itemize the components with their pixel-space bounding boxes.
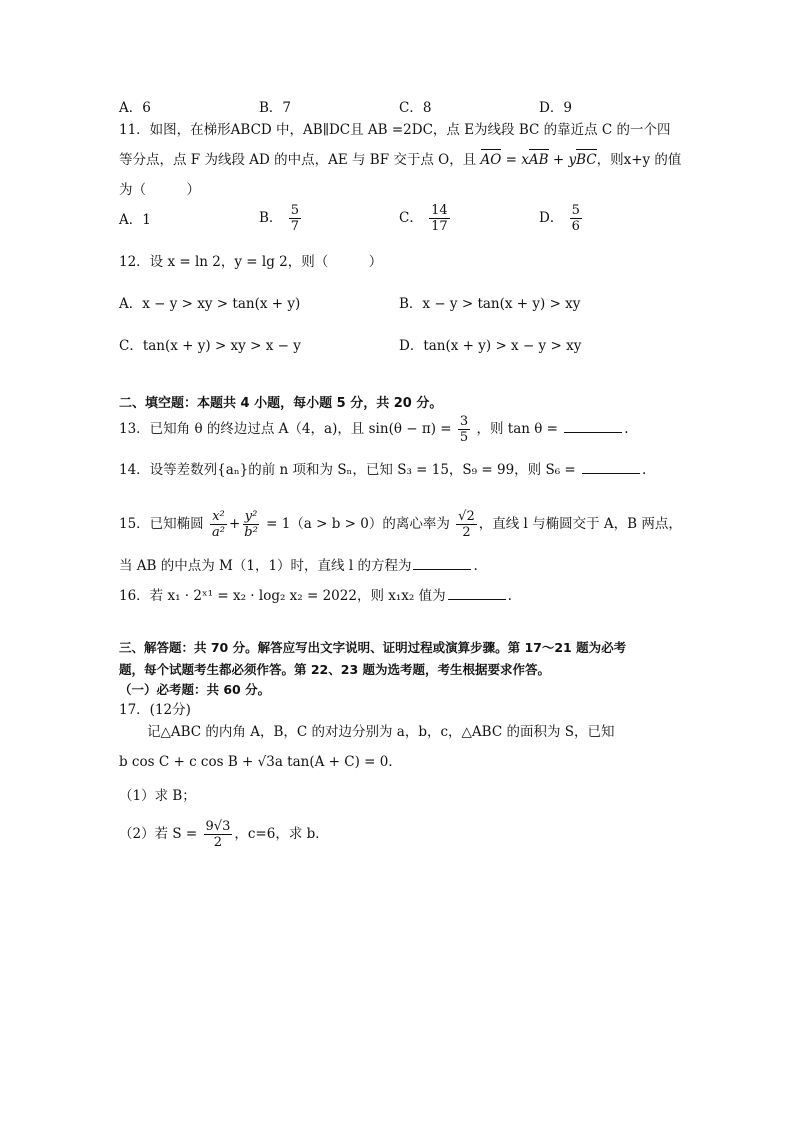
vector-bc: BC [576,152,597,168]
fraction-denominator: 2 [462,525,471,540]
vector-ab: AB [528,152,549,168]
q15-y-fraction [242,509,260,540]
section3-heading-line2: 题，每个试题考生都必须作答。第 22、23 题为选考题，考生根据要求作答。 [119,662,550,677]
q10-option-b: B．7 [259,100,292,116]
q17-stem-line1: 记△ABC 的内角 A，B，C 的对边分别为 a，b，c，△ABC 的面积为 S，已知 [147,724,615,740]
q10-option-d: D．9 [539,100,572,116]
q11-line2-pre: 等分点，点 F 为线段 AD 的中点，AE 与 BF 交于点 O，且 [119,152,481,168]
section2-heading: 二、填空题：本题共 4 小题，每小题 5 分，共 20 分。 [119,396,443,411]
q17-part2-pre: （2）若 S = [119,826,198,842]
fraction-numerator: 9√3 [205,819,231,834]
section3-heading-line1: 三、解答题：共 70 分。解答应写出文字说明、证明过程或演算步骤。第 17～21 题为必考 [119,640,627,655]
q11-option-a: A．1 [119,212,151,228]
q12-option-d: D．tan(x + y) > x − y > xy [399,338,582,354]
q12-option-c: C．tan(x + y) > xy > x − y [119,338,301,354]
q10-option-a: A．6 [119,100,151,116]
q16-text: 16．若 x₁ · 2ˣ¹ = x₂ · log₂ x₂ = 2022，则 x₁x₂ 值为 [119,588,446,604]
q13 [119,412,629,446]
q17-stem-line2: b cos C + c cos B + √3a tan(A + C) = 0． [119,754,402,770]
fraction-numerator: y² [244,509,258,524]
q14-answer-blank[interactable] [582,460,640,474]
q11-option-d-label: D． [539,210,564,226]
q12-stem: 12．设 x = ln 2，y = lg 2，则（ ） [119,254,383,270]
fraction-numerator: 14 [431,203,448,218]
q15-eccentricity-fraction [456,509,477,540]
q11-stem-line1: 11．如图，在梯形ABCD 中，AB∥DC且 AB =2DC，点 E为线段 BC 的靠近点 C 的一个四 [119,122,671,138]
q14 [119,460,646,480]
q13-period: . [624,421,629,437]
fraction-numerator: x² [212,509,225,524]
q11-option-d-fraction [570,203,582,234]
fraction-denominator: 7 [290,219,299,234]
q15-x-fraction [210,509,227,540]
q12-option-a: A．x − y > xy > tan(x + y) [119,296,301,312]
q13-fraction [458,414,470,445]
q15-plus: + [228,516,241,532]
q14-period: . [642,462,647,478]
q17-part2-post: ，c=6，求 b． [234,826,329,842]
q17-area-fraction [204,819,233,850]
q17-part1: （1）求 B； [119,788,196,804]
section3-subheading: （一）必考题：共 60 分。 [119,682,271,697]
q13-post: ，则 tan θ = [476,421,563,437]
q16 [119,586,512,606]
q11-option-b-label: B． [259,210,283,226]
vector-ao: AO [480,152,502,168]
q17-part2 [119,814,329,854]
q14-text: 14．设等差数列{aₙ}的前 n 项和为 Sₙ，已知 S₃ = 15，S₉ = 99，则 S₆ = [119,462,581,478]
fraction-denominator: b² [244,525,258,540]
q11-option-c-fraction [429,203,450,234]
q11-option-b-fraction [289,203,301,234]
fraction-denominator: 6 [571,219,580,234]
q11-option-c [399,203,452,234]
q17-heading: 17．(12分) [119,702,191,718]
fraction-numerator: √2 [458,509,475,524]
q11-option-d [539,203,584,234]
q15-post: ，直线 l 与椭圆交于 A，B 两点， [478,516,682,532]
q15-pre: 15．已知椭圆 [119,516,204,532]
q15-mid: = 1（a > b > 0）的离心率为 [266,516,450,532]
q13-pre: 13．已知角 θ 的终边过点 A（4，a)，且 sin(θ − π) = [119,421,452,437]
q11-line2-post: ，则x+y 的值 [596,152,682,168]
fraction-numerator: 5 [571,203,580,218]
q11-option-c-label: C． [399,210,423,226]
q15-line2-text: 当 AB 的中点为 M（1，1）时，直线 l 的方程为 [119,558,412,574]
q10-option-c: C．8 [399,100,432,116]
fraction-denominator: 5 [459,430,469,445]
q15-answer-blank[interactable] [413,556,471,570]
fraction-denominator: a² [211,525,225,540]
fraction-denominator: 2 [213,835,223,850]
q15-line2 [119,556,478,576]
q13-answer-blank[interactable] [564,419,622,433]
q11-stem-line2 [119,150,681,170]
q11-stem-line3: 为（ ） [119,182,200,198]
fraction-denominator: 17 [431,219,448,234]
q11-eq: = x [501,152,529,168]
q12-option-b: B．x − y > tan(x + y) > xy [399,296,581,312]
q15-line1 [119,506,682,542]
q16-answer-blank[interactable] [448,586,506,600]
q15-period: . [473,558,478,574]
q11-option-b [259,203,303,234]
fraction-numerator: 3 [459,414,469,429]
q16-period: . [507,588,512,604]
q11-plus: + y [548,152,577,168]
fraction-numerator: 5 [290,203,299,218]
